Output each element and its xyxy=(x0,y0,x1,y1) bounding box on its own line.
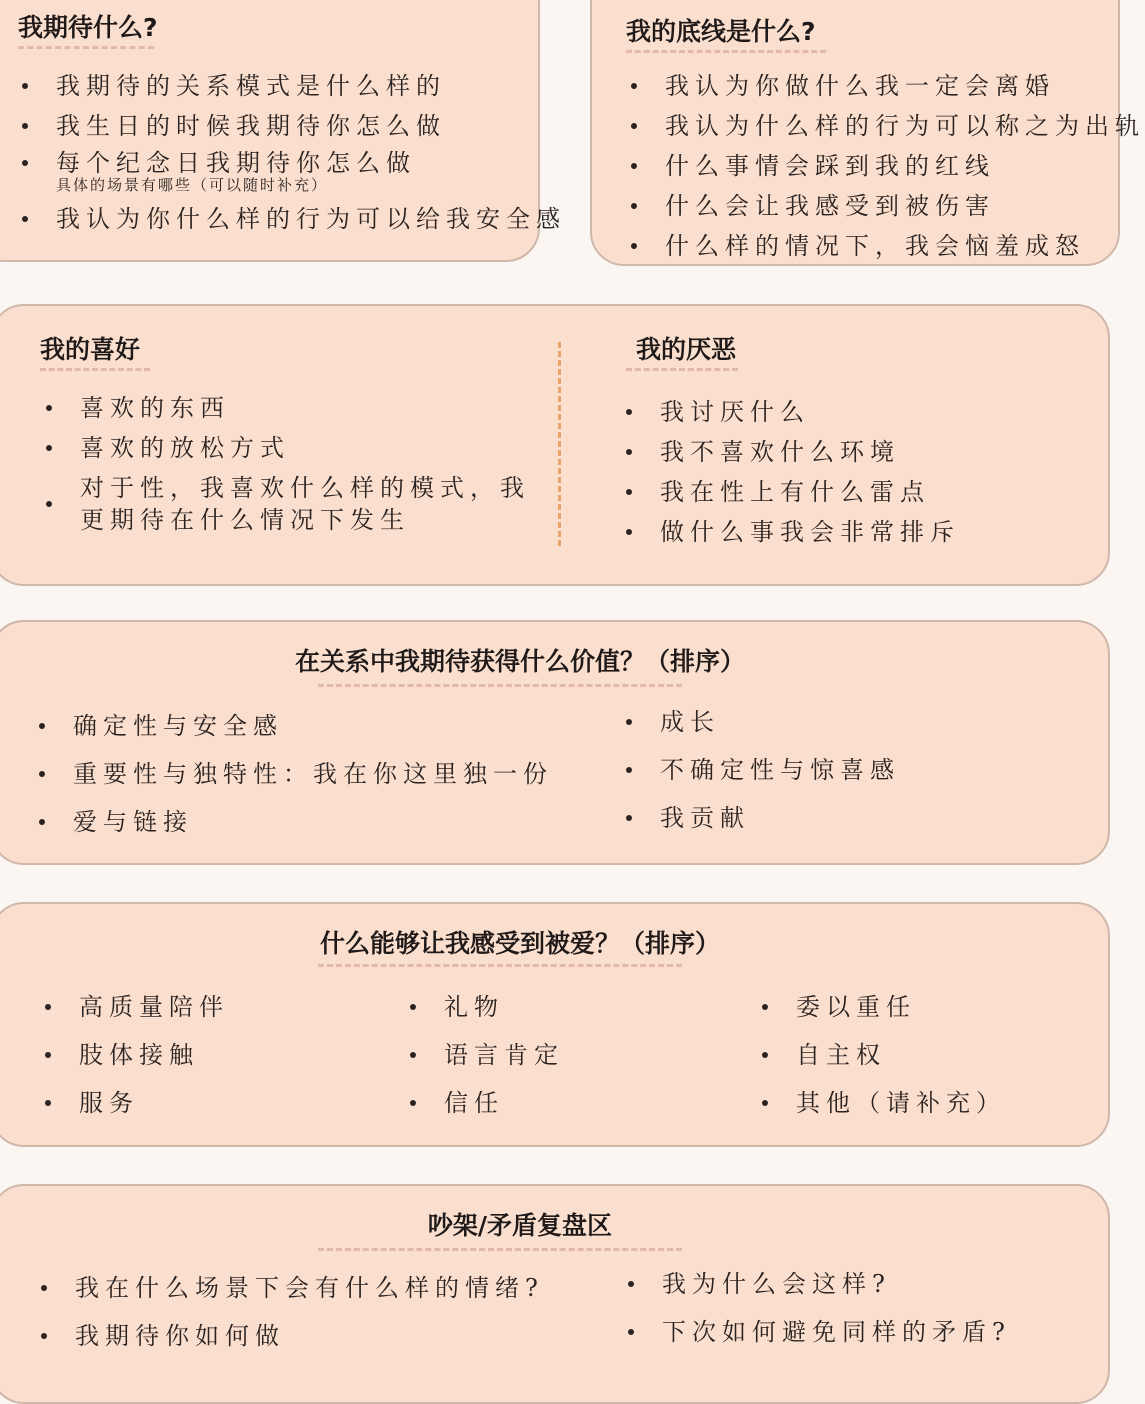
conflict-right-list xyxy=(662,1260,1011,1356)
bottom-line-item: 我认为你做什么我一定会离婚 xyxy=(665,66,1145,106)
conflict-item: 我为什么会这样? xyxy=(662,1260,1011,1308)
love-col2-list xyxy=(444,983,564,1127)
expect-item: 我期待的关系模式是什么样的 xyxy=(56,66,566,106)
values-item: 重要性与独特性：我在你这里独一份 xyxy=(73,750,553,798)
love-item: 礼物 xyxy=(444,983,564,1031)
values-item: 成长 xyxy=(660,698,900,746)
love-item: 信任 xyxy=(444,1079,564,1127)
values-title-underline xyxy=(318,684,682,687)
conflict-card xyxy=(0,1184,1110,1404)
love-item: 其他（请补充） xyxy=(796,1079,1006,1127)
likes-title-underline xyxy=(40,368,150,371)
values-title: 在关系中我期待获得什么价值？（排序） xyxy=(294,647,745,676)
dislikes-title-underline xyxy=(626,368,738,371)
expect-note: 具体的场景有哪些（可以随时补充） xyxy=(56,176,329,194)
conflict-item: 我期待你如何做 xyxy=(75,1312,544,1360)
dislikes-list xyxy=(660,392,960,552)
expect-title-underline xyxy=(18,46,154,49)
bottom-line-item: 我认为什么样的行为可以称之为出轨 xyxy=(665,106,1145,146)
love-item: 委以重任 xyxy=(796,983,1006,1031)
bottom-line-list xyxy=(665,66,1145,266)
conflict-item: 我在什么场景下会有什么样的情绪? xyxy=(75,1264,544,1312)
likes-item: 喜欢的放松方式 xyxy=(80,428,530,468)
preferences-divider xyxy=(558,342,561,546)
expect-title: 我期待什么? xyxy=(18,13,158,42)
conflict-title: 吵架/矛盾复盘区 xyxy=(427,1211,613,1240)
expect-list xyxy=(56,66,566,239)
bottom-line-title: 我的底线是什么? xyxy=(626,17,816,46)
values-card xyxy=(0,620,1110,865)
love-item: 高质量陪伴 xyxy=(79,983,229,1031)
values-item: 确定性与安全感 xyxy=(73,702,553,750)
dislikes-item: 我在性上有什么雷点 xyxy=(660,472,960,512)
love-item: 自主权 xyxy=(796,1031,1006,1079)
dislikes-title: 我的厌恶 xyxy=(636,335,737,364)
love-item: 服务 xyxy=(79,1079,229,1127)
bottom-line-item: 什么会让我感受到被伤害 xyxy=(665,186,1145,226)
dislikes-item: 我不喜欢什么环境 xyxy=(660,432,960,472)
expect-item: 我认为你什么样的行为可以给我安全感 xyxy=(56,199,566,239)
expect-card xyxy=(0,0,566,262)
values-item: 我贡献 xyxy=(660,794,900,842)
values-left-list xyxy=(73,702,553,846)
values-item: 爱与链接 xyxy=(73,798,553,846)
likes-title: 我的喜好 xyxy=(40,335,141,364)
dislikes-item: 做什么事我会非常排斥 xyxy=(660,512,960,552)
bottom-line-card xyxy=(590,0,1145,266)
love-item: 肢体接触 xyxy=(79,1031,229,1079)
love-col3-list xyxy=(796,983,1006,1127)
preferences-card xyxy=(0,304,1110,586)
love-item: 语言肯定 xyxy=(444,1031,564,1079)
conflict-left-list xyxy=(75,1264,544,1360)
likes-item: 喜欢的东西 xyxy=(80,388,530,428)
likes-list xyxy=(80,388,530,536)
love-title-underline xyxy=(318,964,682,967)
expect-item: 我生日的时候我期待你怎么做 xyxy=(56,106,566,146)
love-col1-list xyxy=(79,983,229,1127)
bottom-line-item: 什么事情会踩到我的红线 xyxy=(665,146,1145,186)
likes-item: 对于性，我喜欢什么样的模式，我更期待在什么情况下发生 xyxy=(80,474,530,534)
love-card xyxy=(0,902,1110,1147)
bottom-line-item: 什么样的情况下，我会恼羞成怒 xyxy=(665,226,1145,266)
conflict-item: 下次如何避免同样的矛盾? xyxy=(662,1308,1011,1356)
bottom-line-title-underline xyxy=(626,50,826,53)
dislikes-item: 我讨厌什么 xyxy=(660,392,960,432)
values-item: 不确定性与惊喜感 xyxy=(660,746,900,794)
values-right-list xyxy=(660,698,900,842)
conflict-title-underline xyxy=(318,1248,682,1251)
love-title: 什么能够让我感受到被爱？（排序） xyxy=(319,929,720,958)
expect-item: 每个纪念日我期待你怎么做 xyxy=(56,146,566,180)
